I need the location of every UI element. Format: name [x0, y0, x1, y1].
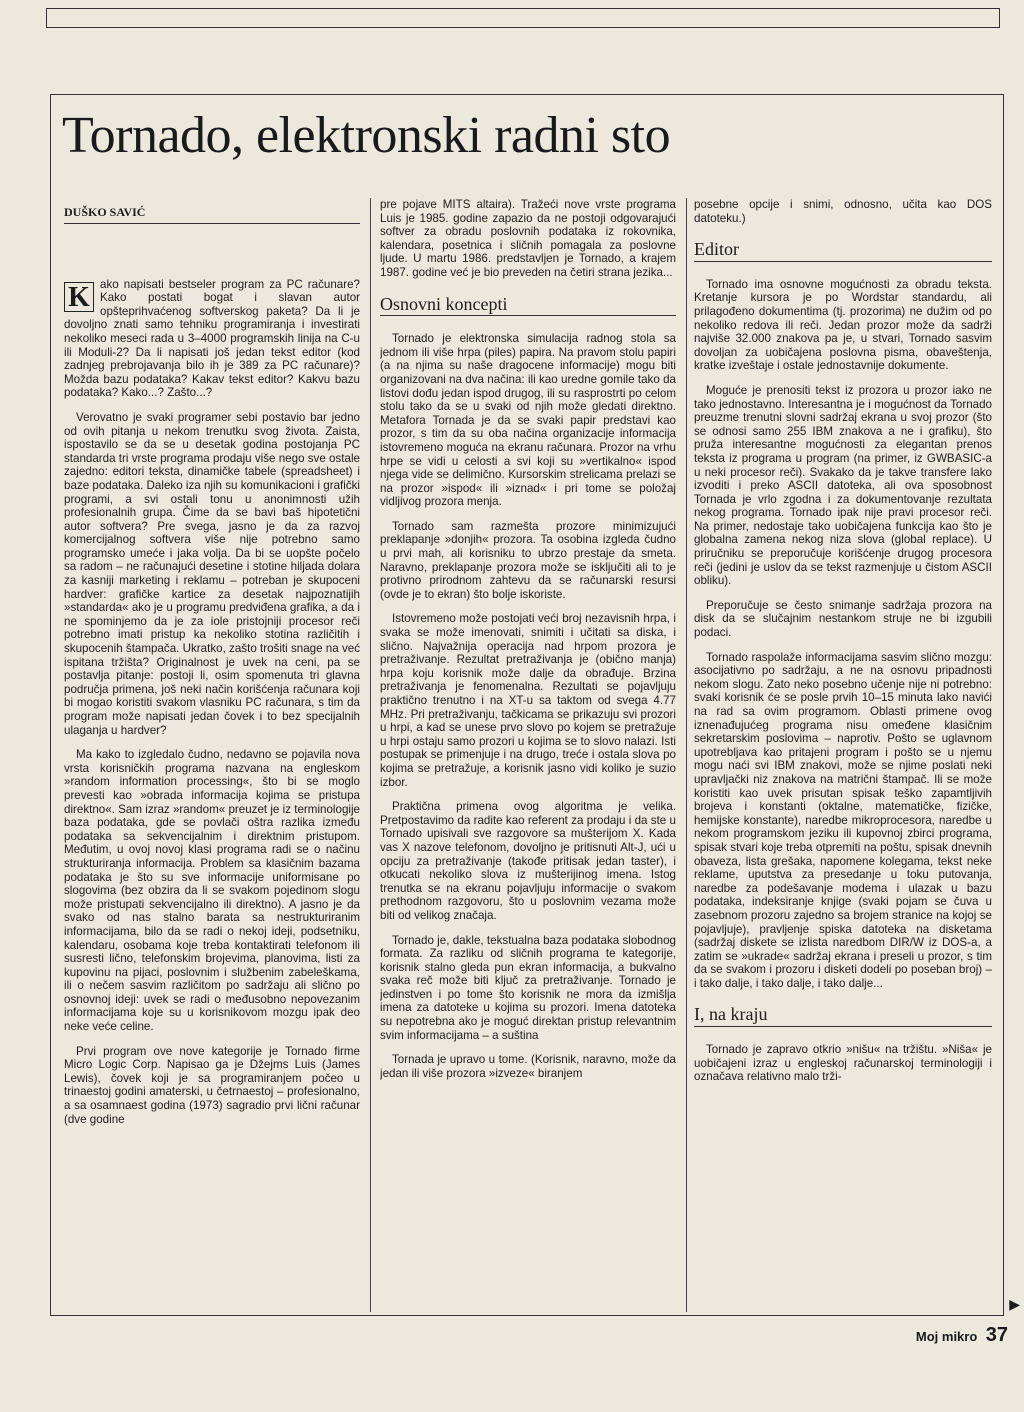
paragraph: Tornada je upravo u tome. (Korisnik, naravno, može da jedan ili više prozora »izveze« biranjem: [380, 1053, 676, 1080]
section-heading-editor: Editor: [694, 243, 992, 262]
paragraph: Tornado je, dakle, tekstualna baza podataka slobodnog formata. Za razliku od sličnih programa te kategorije, korisnik stalno gleda pun ekran informacija, a bukvalno svaka reč može biti ključ za pretraživanje. Tornado je jedinstven i po tome što korisnik ne mora da izmišlja imena za datoteke u kojima su prozori. Imena datoteka su nepotrebna ako je moguć direktan pristup relevantnim svim informacijama – a suština: [380, 933, 676, 1042]
paragraph: Tornado ima osnovne mogućnosti za obradu teksta. Kretanje kursora je po Wordstar standardu, ali prilagođeno dokumentima (tj. prozorima) ne dužim od po nekoliko redova ili reči. Jedan prozor može da sadrži najviše 32.000 znakova pa je, u stvari, Tornado sasvim dovoljan za uobičajena poslovna pisma, obaveštenja, kratke izveštaje i ostale jednostavnije dokumente.: [694, 277, 992, 373]
column-2: [380, 198, 676, 1310]
dropcap: K: [64, 282, 94, 312]
paragraph: Tornado je elektronska simulacija radnog stola sa jednom ili više hrpa (piles) papira. Na pravom stolu papiri (a na njima su naše dragocene informacije) mogu biti organizovani na dva načina: ili kao uredne gomile tako da listovi dođu jedan ispod drugog, ili su rasprostrti po celom stolu tako da se u svaki od njih može gledati direktno. Metafora Tornada je da se svaki papir predstavi kao prozor, s tim da su oba načina organizacije informacija istovremeno moguća na ekranu računara. Prozor na vrhu hrpe se vidi u celosti a svi koji su »vertikalno« ispod njega vide se delimično. Kursorskim strelicama prelazi se na prozor »ispod« ili »iznad« i pri tome se položaj vidljivog prozora menja.: [380, 332, 676, 509]
paragraph-continued: posebne opcije i snimi, odnosno, učita kao DOS datoteku.): [694, 198, 992, 225]
page-number: 37: [985, 1324, 1008, 1346]
section-heading-osnovni-koncepti: Osnovni koncepti: [380, 298, 676, 317]
paragraph: Tornado raspolaže informacijama sasvim slično mozgu: asocijativno po sadržaju, a ne na osnovu pripadnosti nekom slogu. Zato neko posebno učenje nije ni potrebno: svaki korisnik će se posle prvih 10–15 minuta lako navići na rad sa ovim programom. Oblasti primene ovog iznenađujućeg programa nisu omeđene klasičnim sekretarskim poslovima – naprotiv. Pošto se uglavnom upotrebljava kao pritajeni program i pošto se u njemu mogu naći svi IBM znakovi, može se njime poslati neki upravljački niz znakova na matrični štampač. Ili se može koristiti kao uvek prisutan spisak teško zapamtljivih brojeva i konstanti (oktalne, matematičke, fizičke, hemijske konstante), naredbe mikroprocesora, naredbe u nekom programskom jeziku ili kupovnoj zbirci programa, spisak stvari koje treba otpremiti na poštu, spisak dnevnih obaveza, lista grešaka, napomene kolegama, tekst neke reklame, uputstva za presedanje u toku putovanja, naredbe za podešavanje modema i ulazak u bazu podataka, indeksiranje knjige (svaki pojam se čuva u zasebnom prozoru zajedno sa brojem stranice na kojoj se pojavljuje), pravljenje spiska datoteka na disketama (sadržaj diskete se izlista naredbom DIR/W iz DOS-a, a zatim se »ukrade« sadržaj ekrana i preseli u prozor, s tim da se svakom i prozoru i disketi dodeli po poseban broj) – i tako dalje, i tako dalje, i tako dalje...: [694, 650, 992, 990]
lead-paragraph: K ako napisati bestseler program za PC računare? Kako postati bogat i slavan autor opšteprihvaćenog softverskog paketa? Da li je dovoljno znati samo tehniku programiranja i investirati nekoliko meseci rada u 3–4000 programskih linija na C-u ili Moduli-2? Da li napisati još jedan tekst editor (kod zadnjeg prebrojavanja bilo ih je 389 za PC računare)? Možda bazu podataka? Kakav tekst editor? Kakvu bazu podataka? Kako...? Zašto...?: [64, 277, 360, 400]
article-title: Tornado, elektronski radni sto: [62, 107, 671, 164]
column-1: [64, 198, 360, 1310]
paragraph-continued: pre pojave MITS altaira). Tražeći nove vrste programa Luis je 1985. godine zapazio da ne postoji odgovarajući softver za obradu poslovnih podataka iz rokovnika, kalendara, posetnica i sličnih pomagala za poslovne ljude. U martu 1986. predstavljen je Tornado, a krajem 1987. godine već je bio preveden na četiri strana jezika...: [380, 198, 676, 279]
page-footer: [916, 1324, 1008, 1347]
paragraph: Istovremeno može postojati veći broj nezavisnih hrpa, i svaka se može imenovati, snimiti i učitati sa diska, i slično. Najvažnija operacija nad hrpom prozora je pretraživanje. Rezultat pretraživanja je (obično manja) hrpa koju korisnik može dalje da obrađuje. Brzina pretraživanja je fenomenalna. Rezultati se pojavljuju praktično trenutno i na XT-u sa taktom od svega 4.77 MHz. Pri pretraživanju, tačkicama se prikazuju svi prozori u hrpi, a kad se unese prvo slovo po kojem se pretražuje u hrpi ostaju samo prozori u kojima se to slovo nalazi. Isti postupak se primenjuje i na drugo, treće i ostala slova po kojima se pretražuje, a korisnik jasno vidi koliko je suzio izbor.: [380, 612, 676, 789]
paragraph: Ma kako to izgledalo čudno, nedavno se pojavila nova vrsta korisničkih programa nazvana na engleskom »random information processing«, što bi se moglo prevesti kao »obrada informacija kojima se pristupa direktno«. Sam izraz »random« preuzet je iz terminologije baza podataka, gde se povlači oštra razlika između podataka sa sekvencijalnim i direktnim pristupom. Međutim, u ovoj novoj klasi programa radi se o načinu strukturiranja informacija. Problem sa klasičnim bazama podataka je što su sve informacije uniformisane po slogovima (bez obzira da li se svakom pojedinom slogu može pristupati sekvencijalno ili direktno). A jasno je da svako od nas stalno barata sa nestrukturiranim informacijama, bilo da se radi o nekoj ideji, podsetniku, kalendaru, osobama koje treba kontaktirati telefonom ili susresti lično, telefonskim brojevima, planovima, listi za kupovinu na pijaci, poslovnim i službenim zabeleškama, ili o nečem sasvim različitom po sadržaju ali slično po osnovnoj ideji: uvek se radi o međusobno nepovezanim informacijama koje su u korisnikovom mozgu ipak deo neke veće celine.: [64, 748, 360, 1034]
paragraph: Praktična primena ovog algoritma je velika. Pretpostavimo da radite kao referent za prodaju i da ste u Tornado upisivali sve razgovore sa mušterijom X. Kada vas X nazove telefonom, dovoljno je pritisnuti Alt-J, ući u opciju za pretraživanje (takođe pritisak jedan taster), i otkucati nekoliko slova iz mušterijinog imena. Istog trenutka se na ekranu pojavljuju informacije o svakom prethodnom razgovoru, što u poslovnim vezama može biti od velikog značaja.: [380, 800, 676, 922]
column-divider-2: [686, 198, 687, 1312]
continue-arrow-icon: ▶: [1009, 1296, 1020, 1312]
section-heading-na-kraju: I, na kraju: [694, 1008, 992, 1027]
column-3: [694, 198, 992, 1310]
paragraph: Tornado je zapravo otkrio »nišu« na tržištu. »Niša« je uobičajeni izraz u engleskoj računarskoj terminologiji i označava relativno malo trži-: [694, 1043, 992, 1084]
paragraph: Moguće je prenositi tekst iz prozora u prozor iako ne tako jednostavno. Interesantna je i mogućnost da Tornado preuzme trenutni slovni sadržaj ekrana u svoj prozor (što se odnosi samo 255 IBM znakova a ne i grafiku), što pruža interesantne mogućnosti za elegantan prenos teksta iz programa u program (na primer, iz GWBASIC-a u neki procesor reči). Svakako da je takve transfere lako izvoditi i preko ASCII datoteka, ali ova sposobnost Tornada je vrlo zgodna i za dokumentovanje rezultata nekog programa. Tornado ipak nije pravi procesor reči. Na primer, nedostaje tako uobičajena funkcija kao što je globalna zamena nekog niza slova (global replace). U priručniku se preporučuje korišćenje drugog procesora reči (jedini je uslov da se tekst razmenjuje u čistom ASCII obliku).: [694, 383, 992, 588]
paragraph: Prvi program ove nove kategorije je Tornado firme Micro Logic Corp. Napisao ga je Džejms Luis (James Lewis), čovek koji je sa programiranjem počeo u trinaestoj godini amaterski, u četrnaestoj – profesionalno, a sa osamnaest godina (1973) sagradio prvi lični računar (dve godine: [64, 1044, 360, 1126]
author-byline: DUŠKO SAVIĆ: [64, 198, 360, 224]
paragraph: Tornado sam razmešta prozore minimizujući preklapanje »donjih« prozora. Ta osobina izgleda čudno u prvi mah, ali korisniku to ubrzo prestaje da smeta. Naravno, preklapanje prozora može se isključiti ali to je protivno prirodnom zahtevu da se računarski resursi (ovde je to ekran) što bolje iskoriste.: [380, 519, 676, 601]
top-rule: [46, 8, 1000, 28]
paragraph: Preporučuje se često snimanje sadržaja prozora na disk da se slučajnim nestankom struje ne bi izgubili podaci.: [694, 598, 992, 640]
magazine-name: Moj mikro: [915, 1329, 978, 1344]
paragraph: Verovatno je svaki programer sebi postavio bar jedno od ovih pitanja u nekom trenutku svog života. Zaista, ispostavilo se da se u desetak godina postojanja PC standarda tri vrste programa prodaju više nego sve ostale zajedno: editori teksta, dinamičke tabele (spreadsheet) i baze podataka. Daleko iza njih su komunikacioni i grafički programi, a svi ostali tonu u anonimnosti užih profesionalnih grupa. Čime da se bavi baš hipotetični autor softvera? Pre svega, jasno je da za razvoj komercijalnog softvera više nije potrebno samo programsko umeće i jaka volja. Da bi se uopšte počelo sa radom – ne računajući desetine i stotine hiljada dolara za kasniji marketing i reklamu – potreban je skupoceni hardver: grafičke kartice za desetak najpoznatijih »standarda« ako je u programu predviđena grafika, a da i ne spominjemo da je za iole pristojniji procesor reči potrebno imati pristup ka nekoliko stotina različitih i skupocenih štampača. Ukratko, zašto trošiti snage na već ispitana tržišta? Originalnost je uvek na ceni, pa se postavlja pitanje: postoji li, osim spomenuta tri glavna područja primena, još neki način korišćenja računara koji bi mogao koristiti svakom vlasniku PC računara, s tim da program može napisati jedan čovek i to bez specijalnih ulaganja u hardver?: [64, 410, 360, 737]
column-divider-1: [370, 198, 371, 1312]
